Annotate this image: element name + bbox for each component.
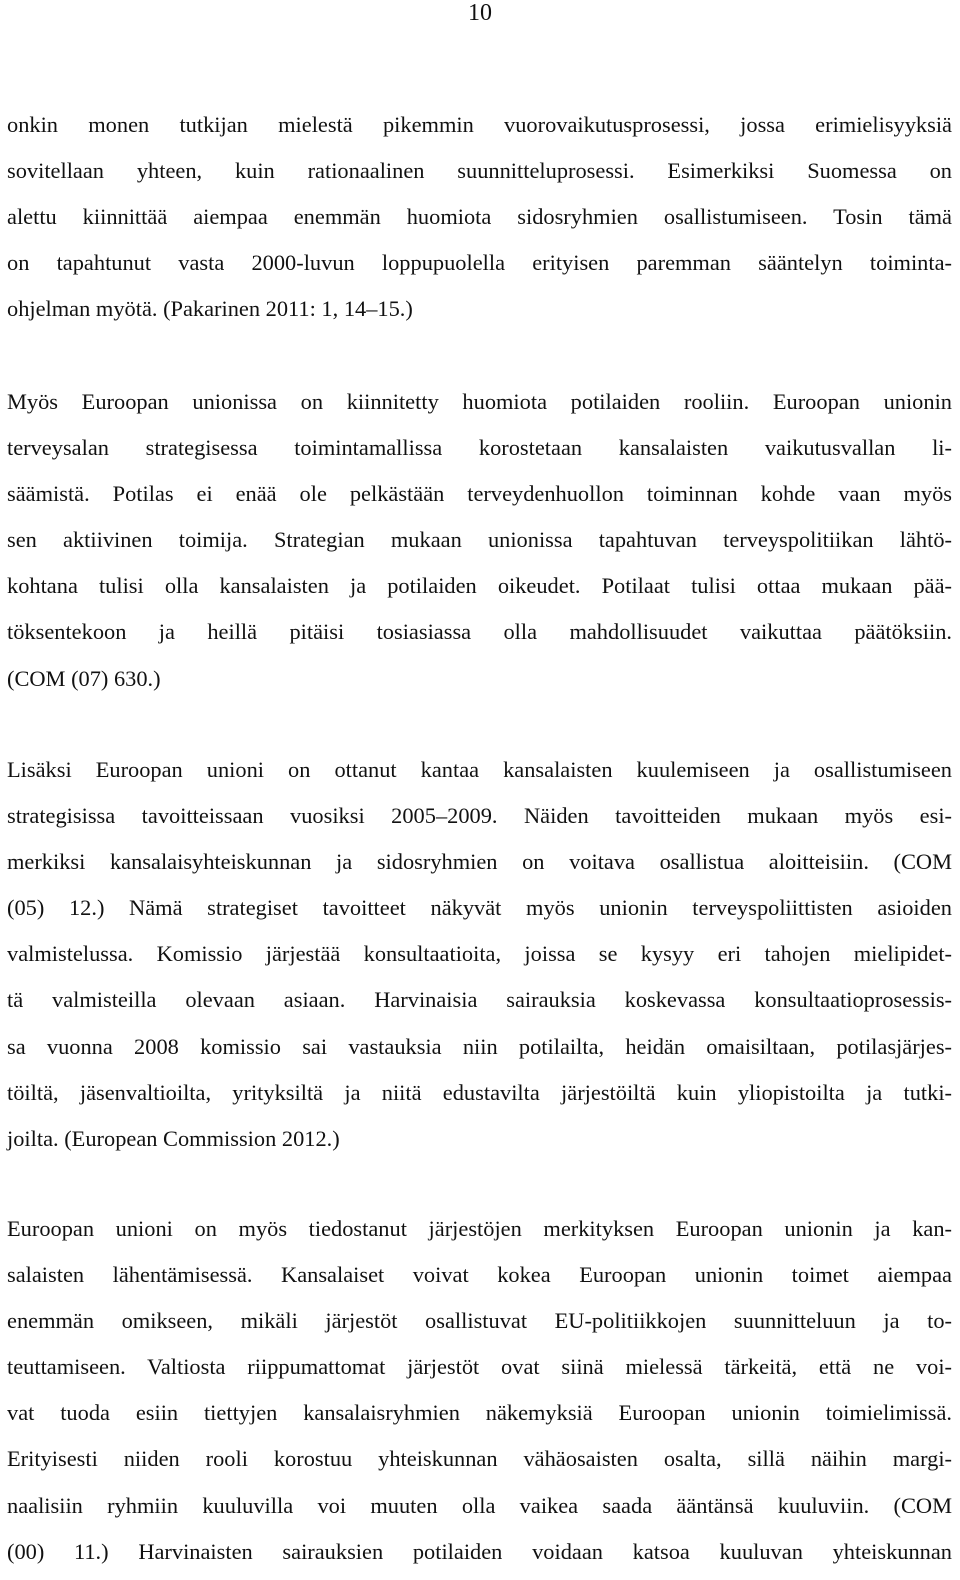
text-line: sa vuonna 2008 komissio sai vastauksia niin potilailta, heidän omaisiltaan, potilasjärjes-	[7, 1033, 952, 1059]
text-line: töiltä, jäsenvaltioilta, yrityksiltä ja niitä edustavilta järjestöiltä kuin yliopistoilta ja tutki-	[7, 1079, 952, 1105]
text-line: (COM (07) 630.)	[7, 665, 161, 691]
text-line: enemmän omikseen, mikäli järjestöt osallistuvat EU-politiikkojen suunnitteluun ja to-	[7, 1308, 952, 1334]
text-line: (05) 12.) Nämä strategiset tavoitteet näkyvät myös unionin terveyspoliittisten asioiden	[7, 895, 952, 921]
text-line: onkin monen tutkijan mielestä pikemmin vuorovaikutusprosessi, jossa erimielisyyksiä	[7, 112, 952, 137]
text-line: (00) 11.) Harvinaisten sairauksien potilaiden voidaan katsoa kuuluvan yhteiskunnan	[7, 1538, 952, 1564]
paragraph-eu-patients	[7, 379, 952, 702]
text-line: joilta. (European Commission 2012.)	[7, 1125, 340, 1151]
text-line: Erityisesti niiden rooli korostuu yhteiskunnan vähäosaisten osalta, sillä näihin margi-	[7, 1446, 952, 1472]
text-line: naalisiin ryhmiin kuuluvilla voi muuten olla vaikea saada ääntänsä kuuluviin. (COM	[7, 1492, 952, 1518]
text-line: strategisissa tavoitteissaan vuosiksi 2005‒2009. Näiden tavoitteiden mukaan myös esi-	[7, 803, 952, 829]
text-line: terveysalan strategisessa toimintamallissa korostetaan kansalaisten vaikutusvallan li-	[7, 435, 952, 461]
text-line: teuttamiseen. Valtiosta riippumattomat järjestöt ovat siinä mielessä tärkeitä, että ne voi-	[7, 1354, 952, 1380]
text-line: töksentekoon ja heillä pitäisi tosiasiassa olla mahdollisuudet vaikuttaa päätöksiin.	[7, 619, 952, 645]
text-line: sen aktiivinen toimija. Strategian mukaan unionissa tapahtuvan terveyspolitiikan lähtö-	[7, 527, 952, 553]
text-line: Euroopan unioni on myös tiedostanut järjestöjen merkityksen Euroopan unionin ja kan-	[7, 1216, 952, 1241]
text-line: salaisten lähentämisessä. Kansalaiset voivat kokea Euroopan unionin toimet aiempaa	[7, 1262, 952, 1288]
paragraph-organizations	[7, 1206, 952, 1575]
text-line: alettu kiinnittää aiempaa enemmän huomiota sidosryhmien osallistumiseen. Tosin tämä	[7, 204, 952, 230]
text-line: merkiksi kansalaisyhteiskunnan ja sidosryhmien on voitava osallistua aloitteisiin. (COM	[7, 849, 952, 875]
text-line: Myös Euroopan unionissa on kiinnitetty huomiota potilaiden rooliin. Euroopan unionin	[7, 389, 952, 414]
text-line: tä valmisteilla olevaan asiaan. Harvinaisia sairauksia koskevassa konsultaatioprosessis-	[7, 987, 952, 1013]
page-number: 10	[468, 0, 492, 26]
text-line: säämistä. Potilas ei enää ole pelkästään terveydenhuollon toiminnan kohde vaan myös	[7, 481, 952, 507]
text-line: valmistelussa. Komissio järjestää konsultaatioita, joissa se kysyy eri tahojen mielipidet-	[7, 941, 952, 967]
text-line: ohjelman myötä. (Pakarinen 2011: 1, 14‒15.)	[7, 296, 413, 322]
text-line: sovitellaan yhteen, kuin rationaalinen suunnitteluprosessi. Esimerkiksi Suomessa on	[7, 158, 952, 184]
text-line: Lisäksi Euroopan unioni on ottanut kantaa kansalaisten kuulemiseen ja osallistumiseen	[7, 757, 952, 782]
paragraph-pakarinen	[7, 102, 952, 332]
text-line: on tapahtunut vasta 2000-luvun loppupuolella erityisen paremman sääntelyn toiminta-	[7, 250, 952, 276]
text-line: kohtana tulisi olla kansalaisten ja potilaiden oikeudet. Potilaat tulisi ottaa mukaan pää-	[7, 573, 952, 599]
paragraph-strategic-goals	[7, 747, 952, 1162]
text-line: vat tuoda esiin tiettyjen kansalaisryhmien näkemyksiä Euroopan unionin toimielimissä.	[7, 1400, 952, 1426]
